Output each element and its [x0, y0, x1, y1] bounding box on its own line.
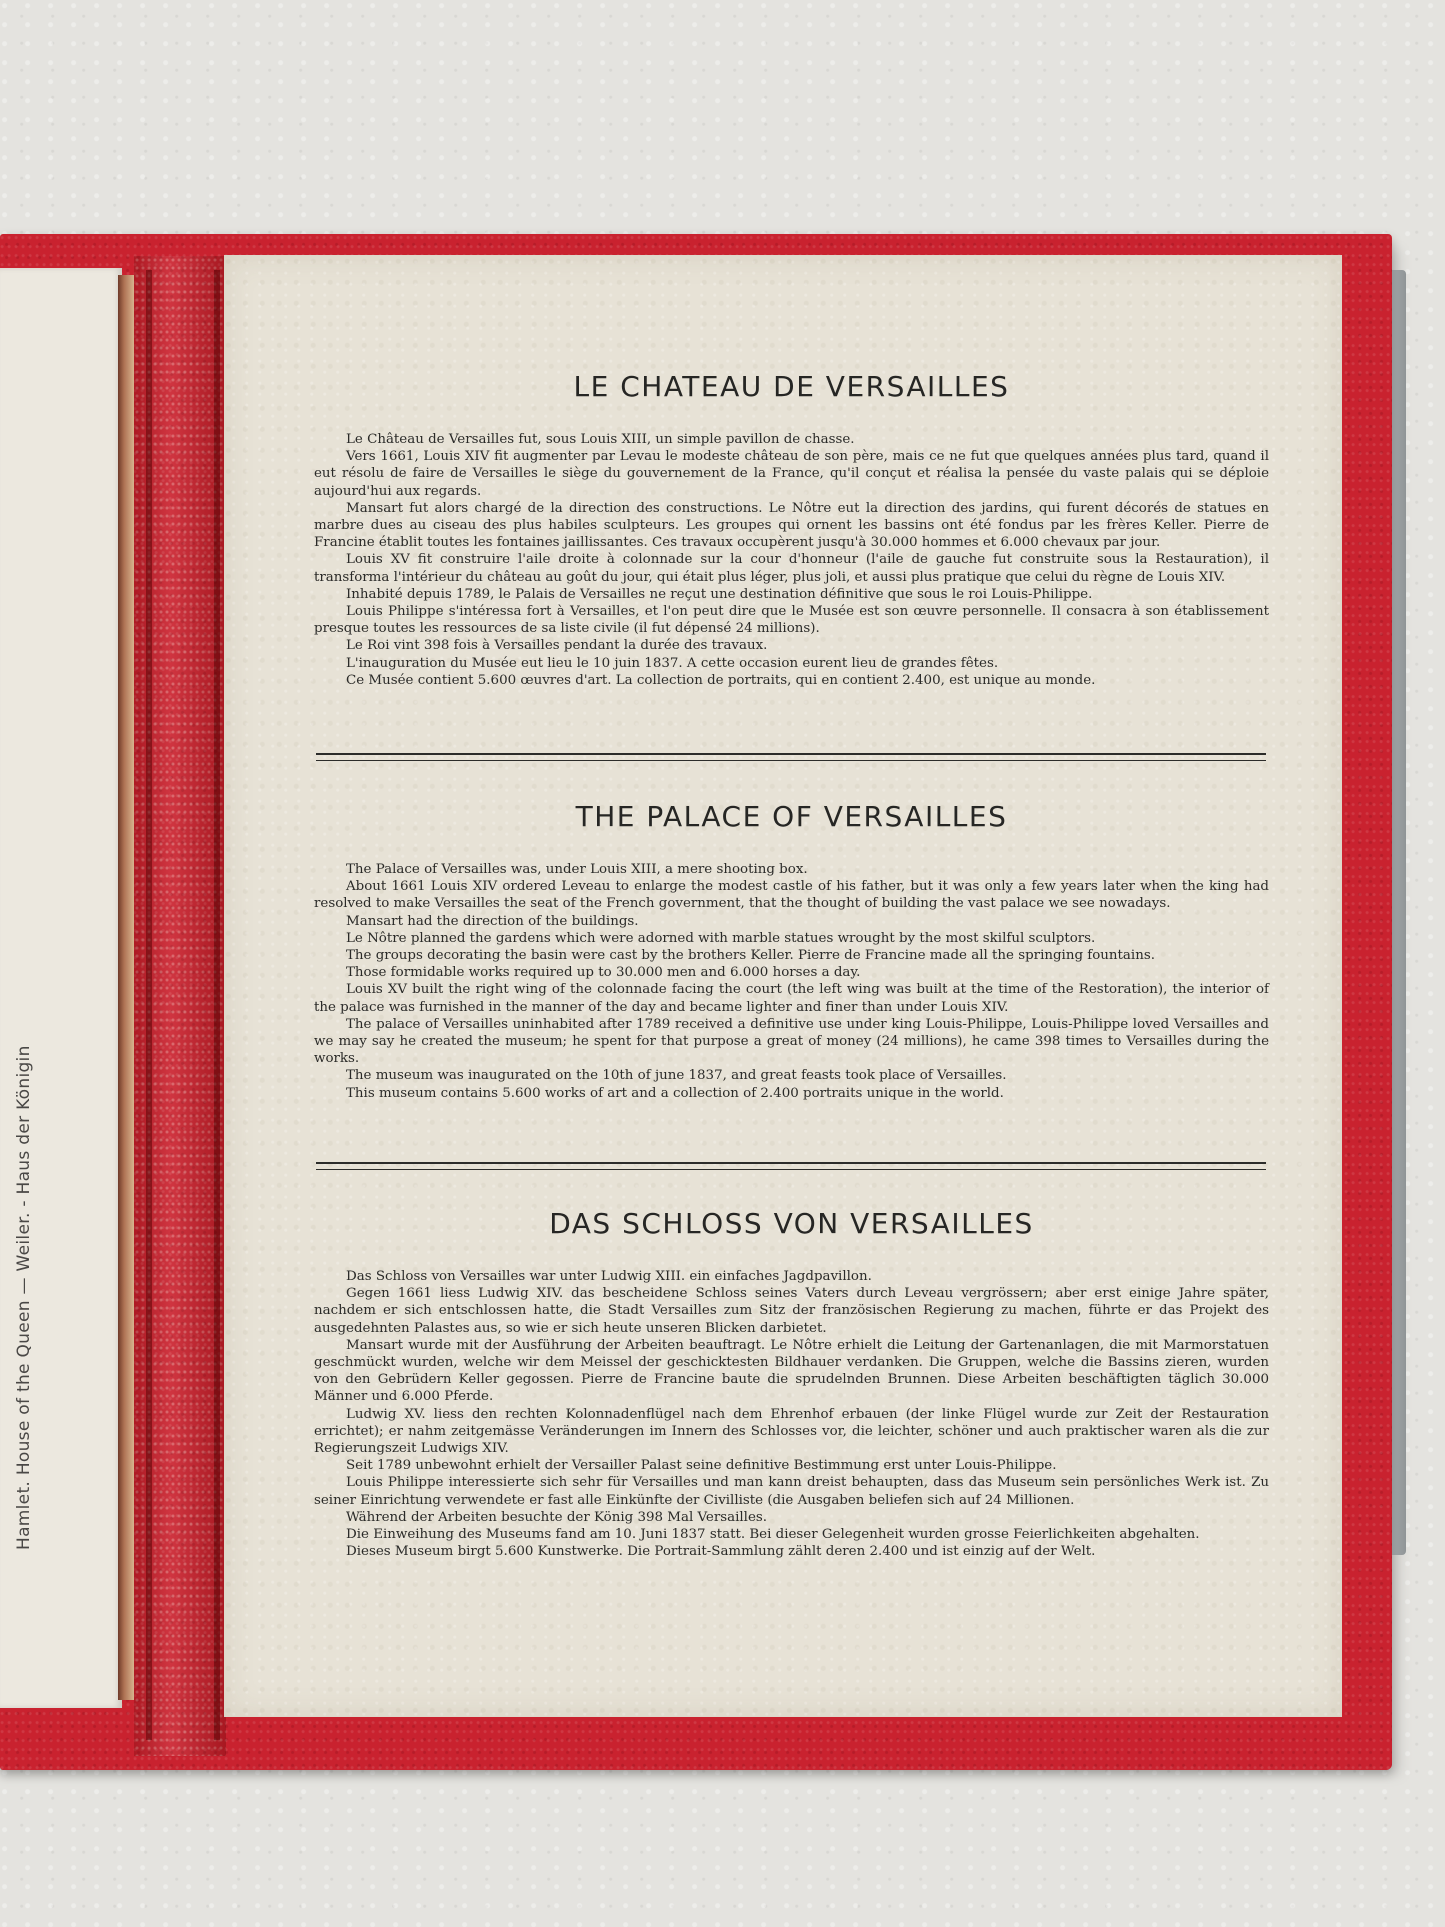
section-title: THE PALACE OF VERSAILLES: [575, 800, 1008, 833]
paragraph: The groups decorating the basin were cast by the brothers Keller. Pierre de Francine made all the springing fountains.: [346, 948, 1155, 964]
section-french: [314, 370, 1269, 689]
paragraph: Louis Philippe s'intéressa fort à Versailles, et l'on peut dire que le Musée est son œuvre personnelle. Il consacra à son établissement presque toutes les ressources de sa liste civile (il fut dépensé 24 millions).: [314, 604, 1269, 637]
section-title: DAS SCHLOSS VON VERSAILLES: [549, 1207, 1034, 1240]
paragraph: Louis XV built the right wing of the colonnade facing the court (the left wing was built at the time of the Restoration), the interior of the palace was furnished in the manner of the day and became lighter and finer than under Louis XIV.: [314, 982, 1269, 1015]
paragraph: The palace of Versailles uninhabited after 1789 received a definitive use under king Louis-Philippe, Louis-Philippe loved Versailles and we may say he created the museum; he spent for that purpose a great of money (24 millions), he came 398 times to Versailles during the works.: [314, 1016, 1269, 1067]
paragraph: The museum was inaugurated on the 10th of june 1837, and great feasts took place of Versailles.: [346, 1068, 1007, 1084]
paragraph: L'inauguration du Musée eut lieu le 10 juin 1837. A cette occasion eurent lieu de grandes fêtes.: [346, 655, 999, 671]
left-page: [0, 268, 122, 1708]
paragraph: Das Schloss von Versailles war unter Ludwig XIII. ein einfaches Jagdpavillon.: [346, 1269, 872, 1284]
paragraph: Mansart wurde mit der Ausführung der Arbeiten beauftragt. Le Nôtre erhielt die Leitung der Gartenanlagen, die mit Marmorstatuen geschmückt wurden, welche wir dem Meissel der geschicktesten Bildhauer verdanken. Die Gruppen, welche die Bassins zieren, wurden von den Gebrüdern Keller gegossen. Pierre de Francine baute die sprudelnden Brunnen. Diese Arbeiten beschäftigten täglich 30.000 Männer und 6.000 Pferde.: [314, 1337, 1269, 1405]
section-title: LE CHATEAU DE VERSAILLES: [573, 370, 1010, 403]
paragraph: Seit 1789 unbewohnt erhielt der Versailler Palast seine definitive Bestimmung erst unter Louis-Philippe.: [346, 1458, 1057, 1474]
paragraph: Vers 1661, Louis XIV fit augmenter par Levau le modeste château de son père, mais ce ne fut que quelques années plus tard, quand il eut résolu de faire de Versailles le siège du gouvernement de la France, qu'il conçut et réalisa la pensée du vaste palais qui se déploie aujourd'hui aux regards.: [314, 449, 1269, 499]
paragraph: Louis Philippe interessierte sich sehr für Versailles und man kann dreist behaupten, dass das Museum sein persönliches Werk ist. Zu seiner Einrichtung verwendete er fast alle Einkünfte der Civilliste (die Ausgaben beliefen sich auf 24 Millionen.: [314, 1475, 1269, 1508]
paragraph: Ce Musée contient 5.600 œuvres d'art. La collection de portraits, qui en contient 2.400, est unique au monde.: [346, 672, 1096, 688]
paragraph: Während der Arbeiten besuchte der König 398 Mal Versailles.: [346, 1509, 768, 1525]
text-page: [224, 255, 1342, 1717]
section-divider: [316, 753, 1266, 761]
paragraph: Le Château de Versailles fut, sous Louis XIII, un simple pavillon de chasse.: [346, 432, 855, 447]
section-body: [314, 1268, 1269, 1560]
paragraph: Le Roi vint 398 fois à Versailles pendant la durée des travaux.: [346, 638, 768, 654]
spine-hinge-line: [214, 270, 220, 1740]
section-german: [314, 1207, 1269, 1560]
section-body: [314, 431, 1269, 689]
paragraph: This museum contains 5.600 works of art and a collection of 2.400 portraits unique in the world.: [346, 1085, 1004, 1101]
left-page-edge: [118, 275, 134, 1700]
spine-hinge-line: [146, 270, 152, 1740]
section-divider: [316, 1162, 1266, 1170]
paragraph: Le Nôtre planned the gardens which were adorned with marble statues wrought by the most skilful sculptors.: [346, 930, 1096, 946]
paragraph: About 1661 Louis XIV ordered Leveau to enlarge the modest castle of his father, but it was only a few years later when the king had resolved to make Versailles the seat of the French government, that the thought of building the vast palace we see nowadays.: [314, 879, 1269, 912]
paragraph: Dieses Museum birgt 5.600 Kunstwerke. Die Portrait-Sammlung zählt deren 2.400 und ist einzig auf der Welt.: [346, 1544, 1096, 1560]
paragraph: Die Einweihung des Museums fand am 10. Juni 1837 statt. Bei dieser Gelegenheit wurden grosse Feierlichkeiten abgehalten.: [346, 1527, 1200, 1543]
paragraph: Those formidable works required up to 30.000 men and 6.000 horses a day.: [346, 965, 861, 981]
paragraph: The Palace of Versailles was, under Louis XIII, a mere shooting box.: [346, 862, 808, 877]
vertical-caption: Hamlet. House of the Queen — Weiler. - Haus der Königin: [14, 1045, 34, 1550]
paragraph: Mansart fut alors chargé de la direction des constructions. Le Nôtre eut la direction des jardins, qui furent décorés de statues en marbre dues au ciseau des plus habiles sculpteurs. Les groupes qui ornent les bassins ont été fondus par les frères Keller. Pierre de Francine établit toutes les fontaines jaillissantes. Ces travaux occupèrent jusqu'à 30.000 hommes et 6.000 chevaux par jour.: [314, 500, 1269, 551]
paragraph: Gegen 1661 liess Ludwig XIV. das bescheidene Schloss seines Vaters durch Leveau vergrössern; aber erst einige Jahre später, nachdem er sich entschlossen hatte, die Stadt Versailles zum Sitz der französischen Regierung zu machen, führte er das Projekt des ausgedehnten Palastes aus, so wie er sich heute unseren Blicken darbietet.: [314, 1286, 1269, 1336]
section-english: [314, 800, 1269, 1102]
paragraph: Inhabité depuis 1789, le Palais de Versailles ne reçut une destination définitive que sous le roi Louis-Philippe.: [346, 586, 1093, 602]
paragraph: Ludwig XV. liess den rechten Kolonnadenflügel nach dem Ehrenhof erbauen (der linke Flügel wurde zur Zeit der Restauration errichtet); er nahm zeitgemässe Veränderungen im Innern des Schlosses vor, die leichter, schöner und auch praktischer waren als die zur Regierungszeit Ludwigs XIV.: [314, 1406, 1269, 1457]
paragraph: Mansart had the direction of the buildings.: [346, 913, 639, 929]
section-body: [314, 861, 1269, 1102]
paragraph: Louis XV fit construire l'aile droite à colonnade sur la cour d'honneur (l'aile de gauche fut construite sous la Restauration), il transforma l'intérieur du château au goût du jour, qui était plus léger, plus joli, et aussi plus pratique que celui du règne de Louis XIV.: [314, 552, 1269, 585]
